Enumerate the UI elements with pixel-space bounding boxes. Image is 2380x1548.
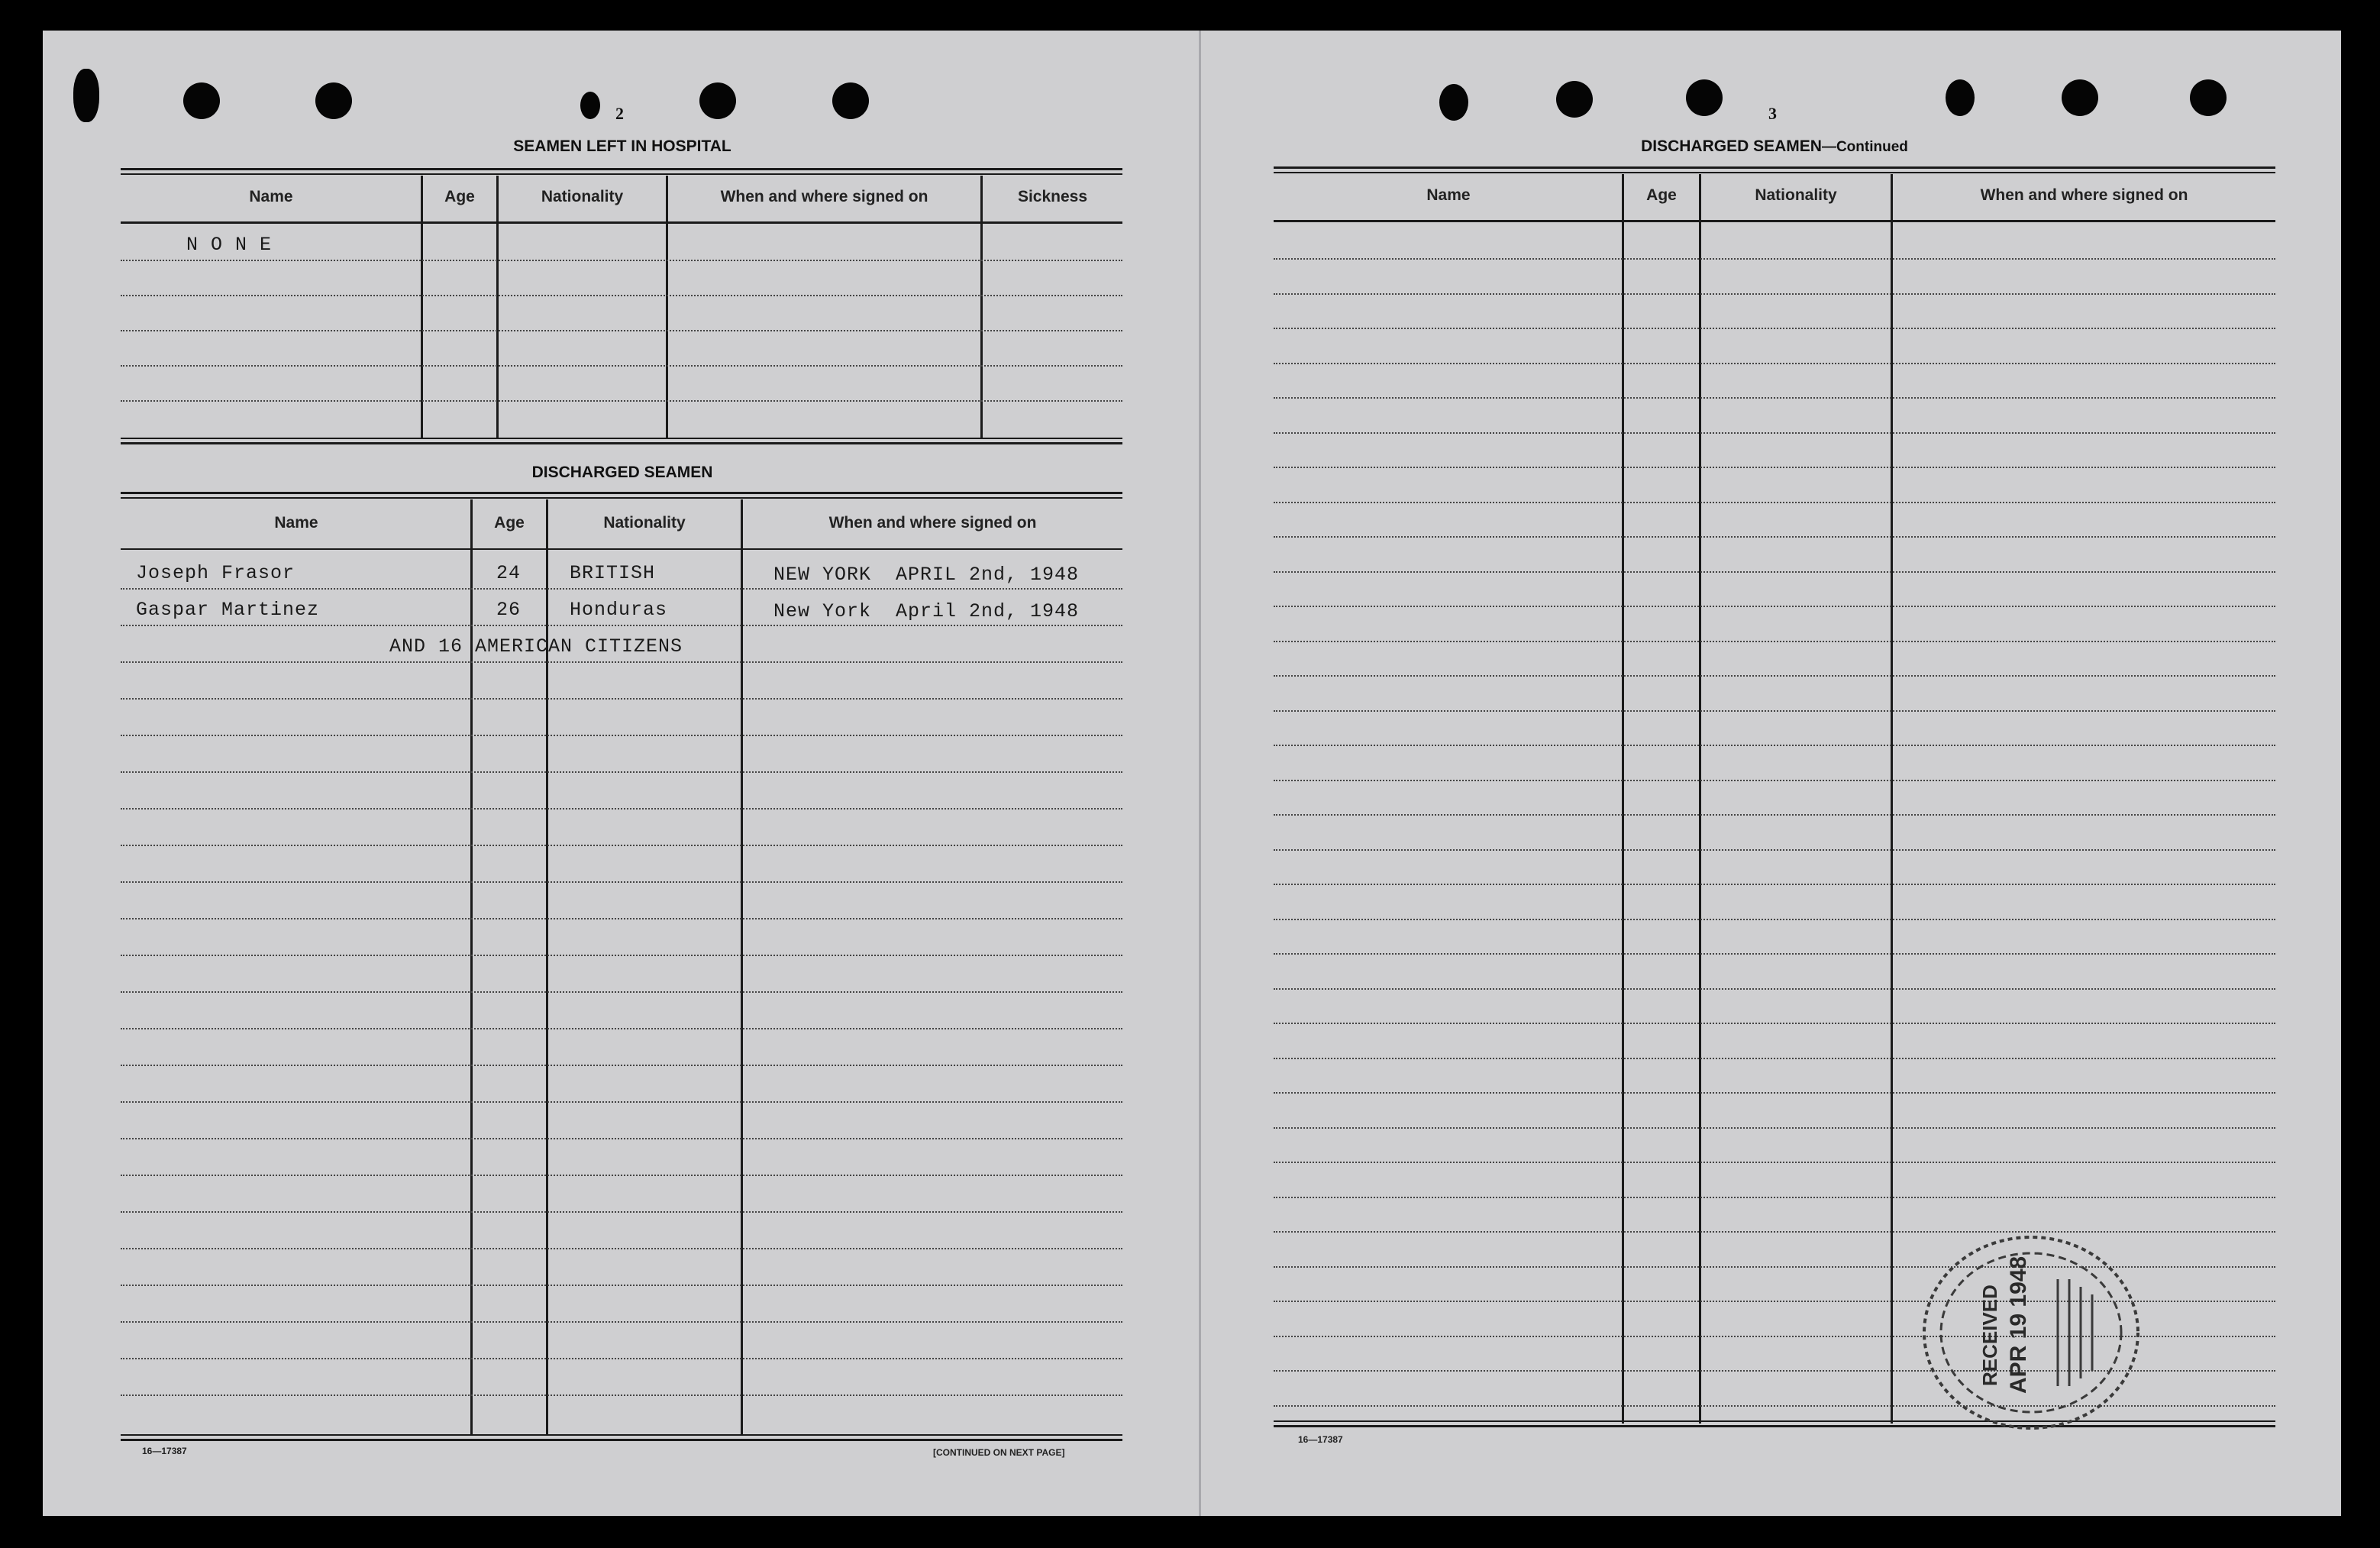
ruled-line: [121, 771, 1122, 773]
ruled-line: [1274, 919, 2275, 920]
ruled-line: [121, 881, 1122, 883]
ruled-line: [1274, 780, 2275, 781]
ruled-line: [121, 1394, 1122, 1396]
ruled-line: [121, 991, 1122, 993]
page-number: 3: [1768, 104, 1777, 123]
ruled-line: [1274, 1162, 2275, 1163]
form-number: 16—17387: [142, 1446, 187, 1456]
ruled-line: [121, 808, 1122, 810]
hospital-col-name: Name: [249, 188, 293, 205]
ruled-line: [1274, 328, 2275, 329]
continued-suffix: —Continued: [1821, 139, 1908, 155]
ruled-line: [121, 698, 1122, 700]
hospital-header-rule: [121, 221, 1122, 224]
right-header-rule: [1274, 220, 2275, 222]
seaman-nationality: Honduras: [570, 599, 668, 621]
ruled-line: [121, 1248, 1122, 1249]
ruled-line: [1274, 467, 2275, 468]
ruled-line: [1274, 953, 2275, 955]
hospital-row-line: [121, 365, 1122, 367]
ruled-line: [121, 955, 1122, 956]
ruled-line: [121, 661, 1122, 663]
ruled-line: [1274, 884, 2275, 885]
ruled-line: [121, 1028, 1122, 1029]
discharged-col-divider: [741, 499, 743, 1436]
punch-hole: [2062, 79, 2098, 116]
ruled-line: [1274, 363, 2275, 364]
ruled-line: [1274, 988, 2275, 990]
discharged-col-signed-on: When and where signed on: [828, 514, 1037, 532]
ruled-line: [1274, 397, 2275, 399]
ruled-line: [1274, 1127, 2275, 1129]
punch-hole: [1686, 79, 1723, 116]
discharged-header-rule: [121, 548, 1122, 550]
discharged-section-title: DISCHARGED SEAMEN: [531, 464, 713, 481]
seaman-age: 24: [496, 562, 522, 584]
ruled-line: [121, 1321, 1122, 1323]
discharged-col-age: Age: [494, 514, 525, 532]
ruled-line: [121, 918, 1122, 919]
page-fold: [1199, 31, 1201, 1516]
seaman-signed-on: New York April 2nd, 1948: [773, 600, 1080, 622]
ruled-line: [121, 1065, 1122, 1066]
ruled-line: [121, 1138, 1122, 1139]
ruled-line: [1274, 502, 2275, 503]
ruled-line: [1274, 849, 2275, 851]
right-col-divider: [1699, 174, 1701, 1424]
continued-note: [CONTINUED ON NEXT PAGE]: [933, 1447, 1065, 1458]
ruled-line: [1274, 606, 2275, 607]
hospital-bottom-rule: [121, 442, 1122, 444]
ruled-line: [121, 735, 1122, 736]
punch-hole: [183, 82, 220, 119]
seaman-name: Gaspar Martinez: [136, 599, 320, 621]
right-col-signed-on: When and where signed on: [1980, 186, 2188, 204]
ruled-line: [121, 1101, 1122, 1103]
ruled-line: [121, 588, 1122, 590]
ruled-line: [1274, 293, 2275, 295]
ruled-line: [121, 1358, 1122, 1359]
discharged-continued-title-text: DISCHARGED SEAMEN: [1641, 137, 1822, 155]
punch-hole: [699, 82, 736, 119]
punch-hole: [832, 82, 869, 119]
punch-hole: [580, 92, 600, 119]
ruled-line: [1274, 641, 2275, 642]
hospital-top-rule: [121, 173, 1122, 175]
hospital-col-nationality: Nationality: [541, 188, 624, 205]
right-top-rule: [1274, 172, 2275, 173]
hospital-col-signed-on: When and where signed on: [720, 188, 928, 205]
ruled-line: [121, 845, 1122, 846]
punch-hole: [315, 82, 352, 119]
right-top-rule: [1274, 166, 2275, 169]
hospital-row-line: [121, 400, 1122, 402]
hospital-col-age: Age: [444, 188, 475, 205]
hospital-section-title: SEAMEN LEFT IN HOSPITAL: [513, 137, 731, 155]
punch-hole: [1556, 81, 1593, 118]
discharged-col-nationality: Nationality: [603, 514, 686, 532]
received-stamp: [1905, 1218, 2149, 1440]
discharged-top-rule: [121, 492, 1122, 494]
punch-hole: [1946, 79, 1975, 116]
punch-hole: [2190, 79, 2227, 116]
ruled-line: [121, 1285, 1122, 1286]
ruled-line: [1274, 1023, 2275, 1024]
hospital-entry-none: N O N E: [186, 234, 273, 256]
stamp-label: RECEIVED: [1978, 1285, 2001, 1386]
hospital-row-line: [121, 260, 1122, 261]
ruled-line: [1274, 571, 2275, 573]
hospital-bottom-rule: [121, 438, 1122, 439]
american-citizens-note: AND 16 AMERICAN CITIZENS: [389, 635, 683, 658]
discharged-col-name: Name: [274, 514, 318, 532]
ruled-line: [1274, 710, 2275, 712]
seaman-nationality: BRITISH: [570, 562, 656, 584]
discharged-bottom-rule: [121, 1439, 1122, 1441]
ruled-line: [1274, 814, 2275, 816]
ruled-line: [1274, 1197, 2275, 1198]
ruled-line: [1274, 745, 2275, 746]
seaman-name: Joseph Frasor: [136, 562, 295, 584]
ruled-line: [1274, 258, 2275, 260]
discharged-bottom-rule: [121, 1434, 1122, 1436]
punch-hole: [73, 69, 99, 122]
right-col-nationality: Nationality: [1755, 186, 1837, 204]
punch-hole: [1439, 84, 1468, 121]
ruled-line: [1274, 432, 2275, 434]
right-col-name: Name: [1426, 186, 1471, 204]
seaman-age: 26: [496, 599, 522, 621]
ruled-line: [121, 625, 1122, 626]
ruled-line: [1274, 536, 2275, 538]
right-col-divider: [1622, 174, 1624, 1424]
hospital-row-line: [121, 295, 1122, 296]
ruled-line: [121, 1211, 1122, 1213]
stamp-date: APR 19 1948: [2006, 1256, 2031, 1394]
seaman-signed-on: NEW YORK APRIL 2nd, 1948: [773, 564, 1080, 586]
discharged-continued-title: [1274, 137, 2275, 156]
page-number: 2: [615, 104, 624, 123]
discharged-top-rule: [121, 497, 1122, 499]
ruled-line: [121, 1175, 1122, 1176]
right-col-age: Age: [1646, 186, 1677, 204]
form-number: 16—17387: [1298, 1434, 1343, 1445]
hospital-row-line: [121, 330, 1122, 331]
right-col-divider: [1891, 174, 1893, 1424]
hospital-col-sickness: Sickness: [1017, 188, 1088, 205]
ruled-line: [1274, 1092, 2275, 1094]
ruled-line: [1274, 1058, 2275, 1059]
hospital-top-rule: [121, 168, 1122, 170]
ruled-line: [1274, 675, 2275, 677]
